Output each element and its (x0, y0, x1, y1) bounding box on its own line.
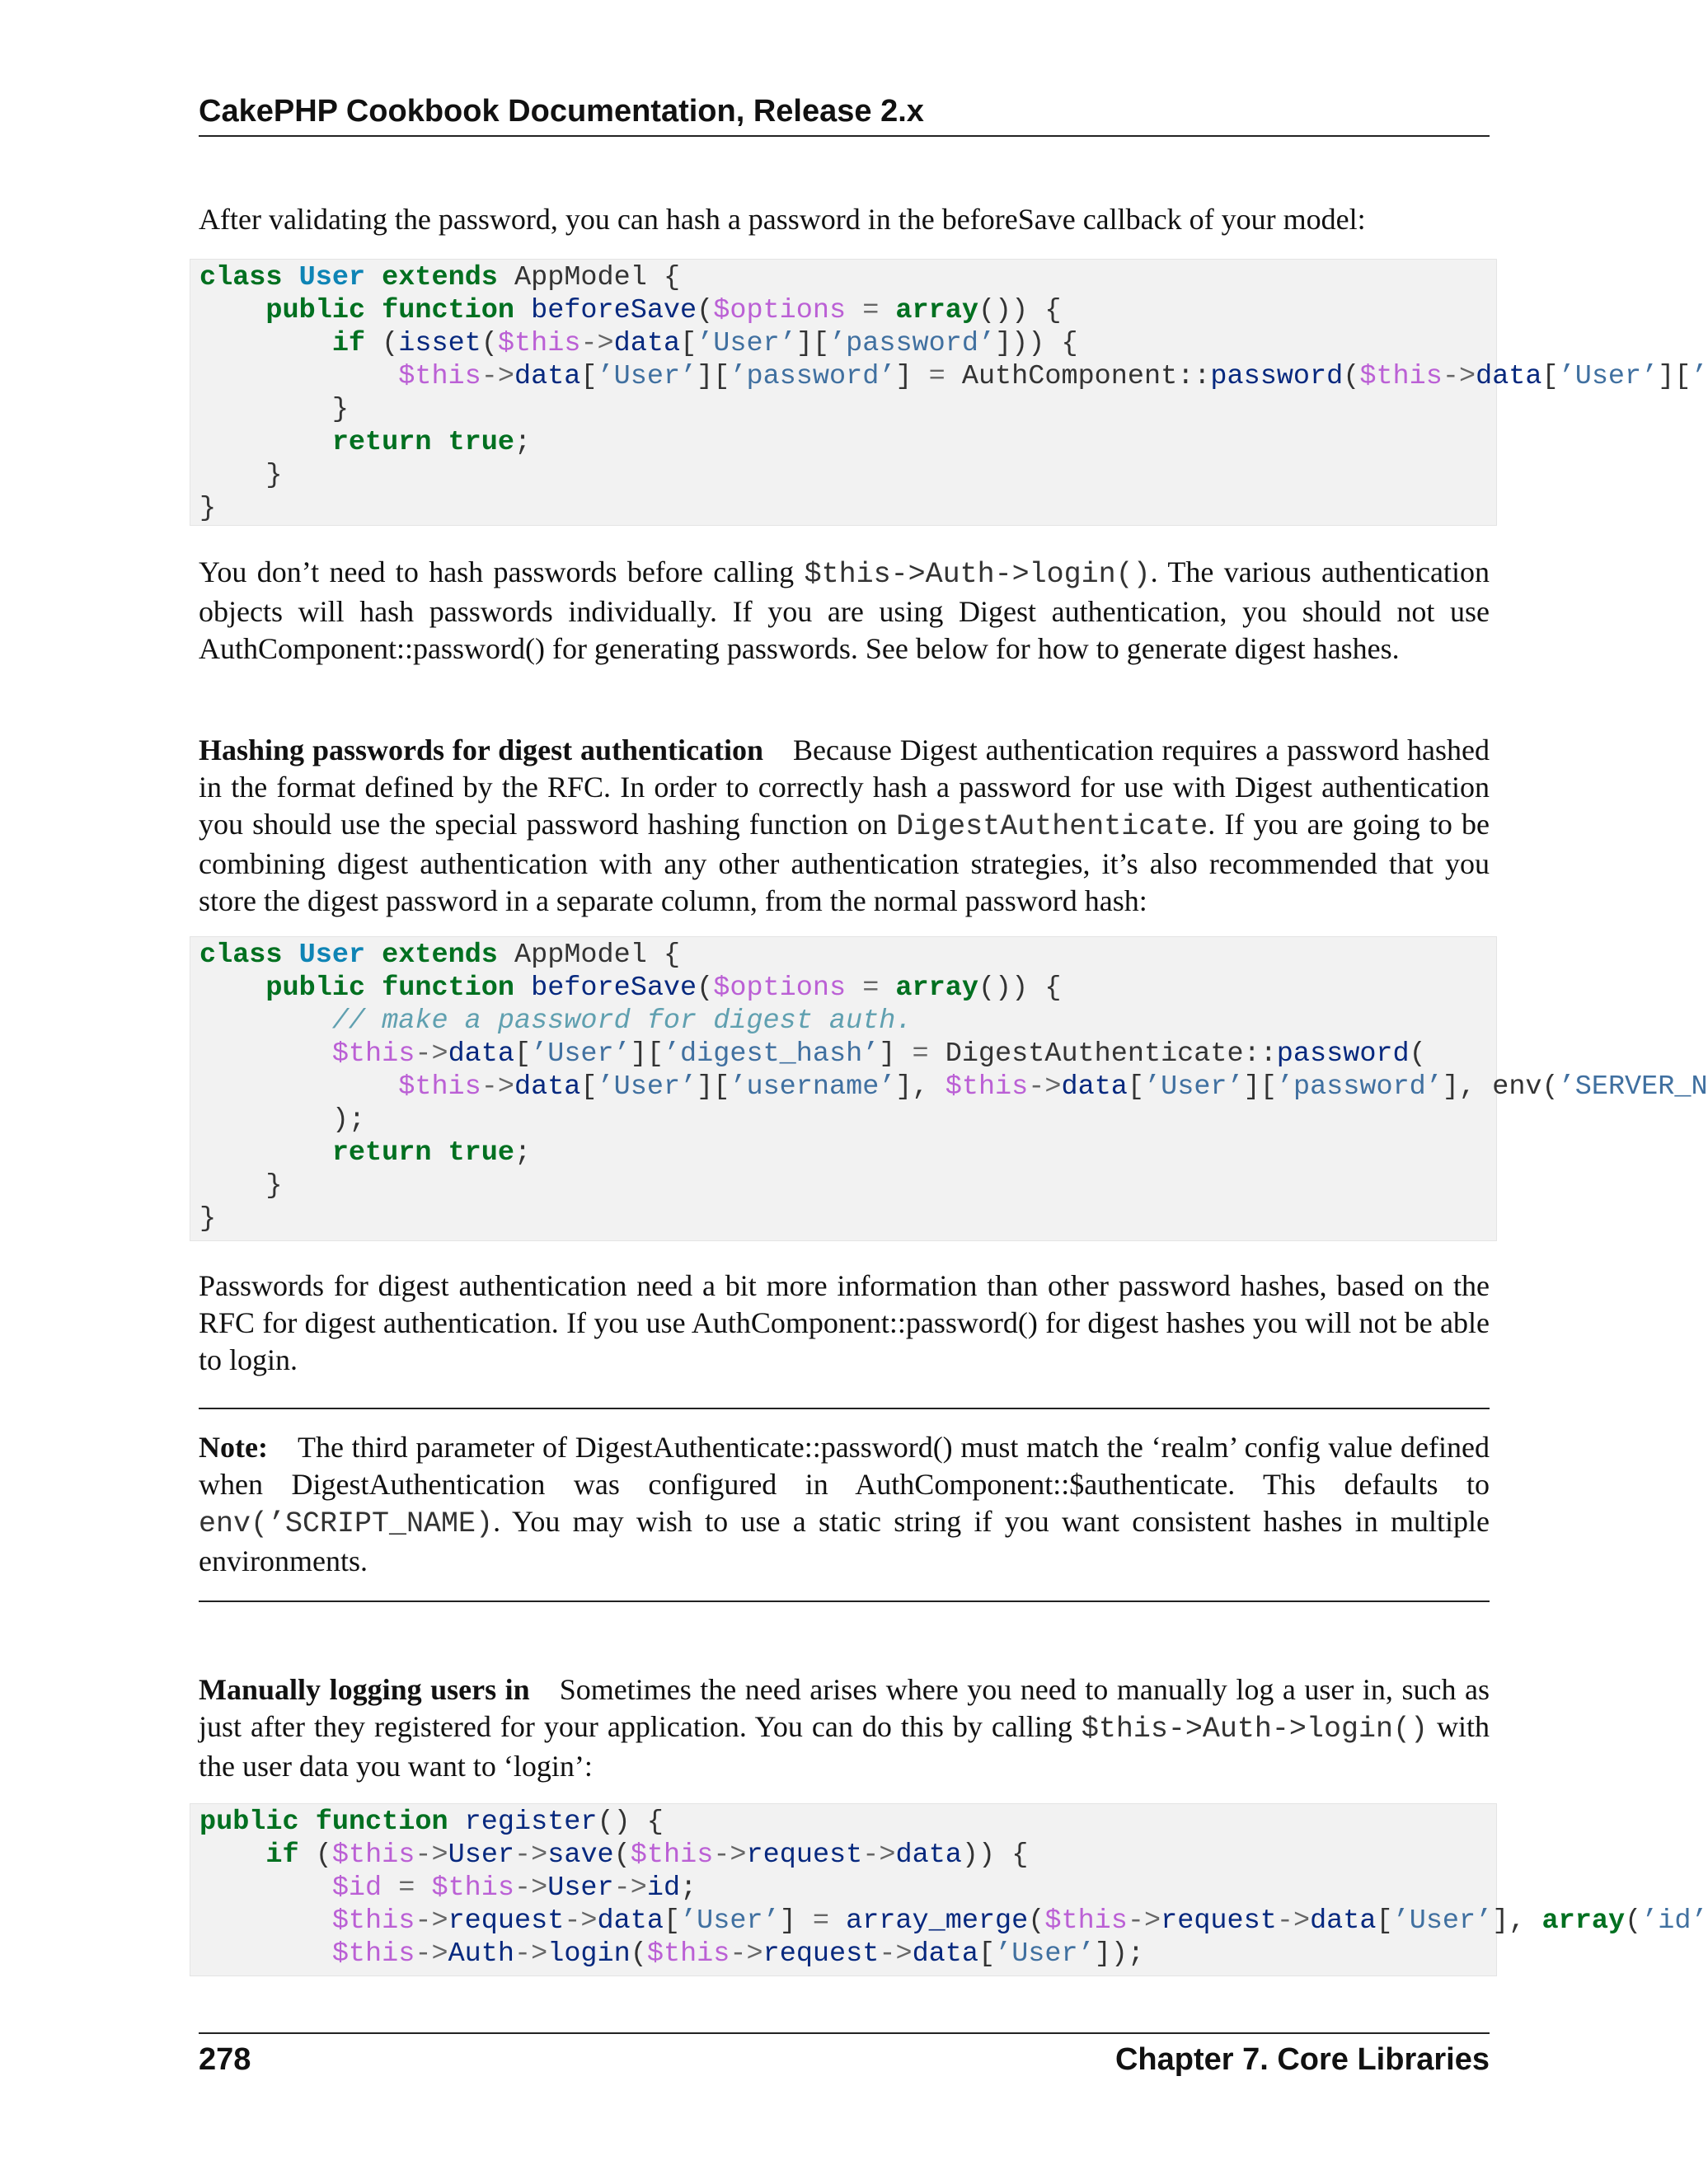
code-token: $this (1044, 1905, 1128, 1937)
code-token: ; (680, 1872, 697, 1904)
code-token: ()) { (978, 295, 1062, 326)
code-token: password (1210, 361, 1344, 392)
code-token: $this (331, 1840, 415, 1871)
code-token: = (912, 1038, 929, 1070)
code-token (514, 972, 531, 1004)
code-token (299, 1807, 316, 1838)
code-token: ’SERVER_N (1558, 1071, 1708, 1103)
code-token: } (199, 460, 283, 491)
code-token: data (613, 328, 681, 359)
code-token (199, 1038, 332, 1070)
code-token: ); (199, 1104, 366, 1136)
code-token: ’ (1691, 361, 1708, 392)
inline-code: $this->Auth->login() (804, 558, 1151, 591)
inline-code: env(’SCRIPT_NAME) (199, 1507, 494, 1540)
code-token: [ (1376, 1905, 1393, 1937)
code-token: $options (713, 295, 847, 326)
code-token: -> (580, 328, 614, 359)
text-segment: You don’t need to hash passwords before calling (199, 555, 805, 588)
code-token: -> (564, 1905, 598, 1937)
code-token: } (199, 1203, 217, 1235)
code-token: $this (331, 1905, 415, 1937)
code-line (199, 1005, 1496, 1038)
code-token (365, 295, 382, 326)
inline-code: DigestAuthenticate (896, 810, 1208, 843)
code-token: ( (697, 295, 714, 326)
code-line (199, 327, 1496, 360)
code-token: ’User’ (995, 1938, 1095, 1970)
code-token: -> (613, 1872, 647, 1904)
code-token (199, 972, 265, 1004)
code-token: password (1276, 1038, 1410, 1070)
code-token: = (812, 1905, 830, 1937)
code-token (199, 1938, 332, 1970)
code-token: data (597, 1905, 664, 1937)
code-token (415, 1872, 431, 1904)
code-token: -> (862, 1840, 896, 1871)
code-token: -> (514, 1840, 548, 1871)
code-token: -> (415, 1038, 448, 1070)
code-token: ( (365, 328, 399, 359)
code-token: -> (1442, 361, 1476, 392)
section-heading-digest: Hashing passwords for digest authentication (199, 733, 763, 766)
code-token: $this (1359, 361, 1443, 392)
code-token: ( (697, 972, 714, 1004)
code-line (199, 939, 1496, 972)
code-token: -> (415, 1938, 448, 1970)
code-token: ; (514, 1137, 532, 1169)
code-line (199, 261, 1496, 294)
code-token: ’User’ (1392, 1905, 1493, 1937)
code-token: ( (1409, 1038, 1426, 1070)
code-token: -> (415, 1905, 448, 1937)
code-token: DigestAuthenticate:: (928, 1038, 1277, 1070)
code-token: $this (497, 328, 581, 359)
code-token: request (762, 1938, 880, 1970)
code-token: public (199, 1807, 299, 1838)
code-token (283, 940, 299, 971)
code-token: extends (382, 262, 498, 293)
code-token: ( (1343, 361, 1360, 392)
code-token (846, 972, 862, 1004)
code-token: ])) { (995, 328, 1078, 359)
code-token: class (199, 262, 283, 293)
code-token: [ (1127, 1071, 1145, 1103)
note-bottom-rule (199, 1601, 1490, 1602)
code-token: ’User’ (1144, 1071, 1244, 1103)
code-token: data (448, 1038, 514, 1070)
code-token: $this (398, 1071, 481, 1103)
code-token: ; (514, 427, 532, 458)
code-token: data (514, 361, 581, 392)
code-token: ( (630, 1938, 647, 1970)
code-token (448, 1807, 465, 1838)
code-token: AuthComponent:: (945, 361, 1211, 392)
code-token: register (464, 1807, 598, 1838)
code-token: AppModel { (497, 940, 681, 971)
code-token: ( (1625, 1905, 1642, 1937)
code-line (199, 1137, 1496, 1169)
code-token: $this (398, 361, 481, 392)
code-token: -> (415, 1840, 448, 1871)
code-line (199, 426, 1496, 459)
code-token (514, 295, 531, 326)
code-token: $this (945, 1071, 1029, 1103)
code-token: $this (431, 1872, 514, 1904)
code-token: -> (514, 1872, 548, 1904)
code-token: request (1161, 1905, 1277, 1937)
code-token: function (382, 295, 514, 326)
code-token: ’password’ (730, 361, 896, 392)
code-token: $this (646, 1938, 730, 1970)
code-token: data (1061, 1071, 1128, 1103)
text-segment: . If you are going to be combining digest authentication with any other authentication strategies, it’s also recommended that you store the digest password in a separate column, from the normal password hash: (199, 808, 1490, 917)
code-token: ][ (697, 1071, 730, 1103)
code-token: ] (879, 1038, 913, 1070)
code-token: ( (481, 328, 498, 359)
code-token: request (746, 1840, 863, 1871)
code-token (431, 1137, 448, 1169)
code-token: public (265, 295, 366, 326)
code-line (199, 972, 1496, 1005)
code-token: [ (580, 361, 598, 392)
code-token (199, 1840, 265, 1871)
code-line (199, 294, 1496, 327)
manual-login-paragraph (199, 1671, 1490, 1785)
code-token (199, 328, 332, 359)
code-token: data (1476, 361, 1542, 392)
code-token: [ (680, 328, 697, 359)
code-token: ’User’ (1558, 361, 1659, 392)
code-token: } (199, 1170, 283, 1202)
code-token: ], (895, 1071, 946, 1103)
code-token: ’User’ (531, 1038, 631, 1070)
code-token: class (199, 940, 283, 971)
code-token: request (448, 1905, 565, 1937)
code-token: ][ (795, 328, 830, 359)
code-token: User (298, 262, 366, 293)
code-token: if (331, 328, 366, 359)
code-token: true (448, 1137, 514, 1169)
code-line (199, 492, 1496, 525)
code-token: ’User’ (697, 328, 796, 359)
code-token (283, 262, 299, 293)
code-block-digest-hash[interactable] (190, 936, 1708, 1241)
code-token: isset (398, 328, 481, 359)
code-token (365, 972, 382, 1004)
code-token: function (382, 972, 514, 1004)
code-line (199, 360, 1708, 393)
code-token: ] (895, 361, 929, 392)
code-token: $options (713, 972, 847, 1004)
code-block-password-hash[interactable] (190, 259, 1708, 526)
section-heading-manual-login: Manually logging users in (199, 1673, 530, 1706)
code-line (199, 1938, 1496, 1971)
code-token: ’password’ (1276, 1071, 1443, 1103)
code-token: array_merge (846, 1905, 1029, 1937)
code-token: array (895, 295, 978, 326)
code-token: public (265, 972, 366, 1004)
code-token: ’password’ (829, 328, 996, 359)
code-line (199, 1905, 1708, 1938)
code-token: ’User’ (597, 1071, 697, 1103)
code-token: User (547, 1872, 614, 1904)
code-token: ’username’ (730, 1071, 896, 1103)
code-token: Auth (448, 1938, 514, 1970)
code-token: return (331, 1137, 432, 1169)
code-token (199, 295, 265, 326)
code-line (199, 1038, 1496, 1071)
auth-login-paragraph (199, 554, 1490, 668)
code-token: function (315, 1807, 448, 1838)
code-token: [ (580, 1071, 598, 1103)
code-line (199, 1872, 1496, 1905)
code-token: login (547, 1938, 631, 1970)
code-token: AppModel { (497, 262, 681, 293)
code-token: $this (331, 1038, 415, 1070)
code-token: ][ (630, 1038, 664, 1070)
code-token: [ (1541, 361, 1559, 392)
code-token: ] (779, 1905, 813, 1937)
code-token: -> (730, 1938, 763, 1970)
code-token: = (398, 1872, 415, 1904)
code-line (199, 393, 1496, 426)
code-token (846, 295, 862, 326)
code-token (365, 940, 382, 971)
code-token: return (331, 427, 432, 458)
code-line (199, 1104, 1496, 1137)
code-token: $this (630, 1840, 714, 1871)
code-line (199, 1202, 1496, 1235)
code-token: array (895, 972, 978, 1004)
code-token: ][ (697, 361, 730, 392)
code-token: = (862, 295, 880, 326)
inline-code: $this->Auth->login() (1081, 1713, 1428, 1746)
code-token (199, 1872, 332, 1904)
code-token: ][ (1658, 361, 1692, 392)
code-token: ( (298, 1840, 332, 1871)
code-token: () { (597, 1807, 664, 1838)
code-token: User (298, 940, 366, 971)
code-token (431, 427, 448, 458)
code-token: = (928, 361, 946, 392)
code-token: -> (481, 361, 514, 392)
code-token: } (199, 394, 349, 425)
code-token: beforeSave (531, 295, 697, 326)
code-token: ( (1028, 1905, 1045, 1937)
code-token: [ (978, 1938, 996, 1970)
code-token: // make a password for digest auth. (331, 1005, 913, 1037)
page-footer (199, 2032, 1490, 2083)
code-token: beforeSave (531, 972, 697, 1004)
code-line (199, 459, 1496, 492)
code-token: )) { (961, 1840, 1029, 1871)
code-token: id (646, 1872, 681, 1904)
code-token: -> (1127, 1905, 1161, 1937)
code-token: ], (1492, 1905, 1542, 1937)
text-segment: with the user data you want to ‘login’: (199, 1710, 1490, 1783)
text-segment: . The various authentication objects will hash passwords individually. If you are using Digest authentication, you should not use AuthComponent::password() for generating passwords. See below for how to generate digest hashes. (199, 555, 1490, 665)
code-token: -> (1276, 1905, 1311, 1937)
code-token: data (514, 1071, 581, 1103)
code-token (382, 1872, 398, 1904)
code-token: array (1541, 1905, 1626, 1937)
code-token: save (547, 1840, 614, 1871)
code-token (199, 1005, 332, 1037)
code-token: ( (613, 1840, 631, 1871)
code-token: data (912, 1938, 978, 1970)
code-token (199, 1905, 332, 1937)
code-token: if (265, 1840, 299, 1871)
note-paragraph (199, 1429, 1490, 1580)
code-token: ][ (1243, 1071, 1277, 1103)
text-segment: Sometimes the need arises where you need to manually log a user in, such as just after they registered for your application. You can do this by calling (199, 1673, 1490, 1743)
text-segment: The third parameter of DigestAuthenticate::password() must match the ‘realm’ config value defined when DigestAuthentication was configured in AuthComponent::$authenticate. This defaults to (199, 1431, 1490, 1501)
code-token: true (448, 427, 514, 458)
code-token: -> (879, 1938, 913, 1970)
code-token: -> (1028, 1071, 1062, 1103)
code-token (199, 361, 398, 392)
note-top-rule (199, 1408, 1490, 1409)
note-label: Note: (199, 1431, 268, 1464)
code-block-register[interactable] (190, 1803, 1708, 1976)
code-token: ]); (1094, 1938, 1145, 1970)
code-token: } (199, 493, 217, 524)
code-token (365, 262, 382, 293)
page-number: 278 (199, 2042, 251, 2077)
code-token: ()) { (978, 972, 1062, 1004)
digest-section-paragraph (199, 732, 1490, 920)
code-line (199, 1169, 1496, 1202)
code-line (199, 1839, 1496, 1872)
running-header-title: CakePHP Cookbook Documentation, Release 2.x (199, 94, 924, 129)
code-token (199, 427, 332, 458)
code-token (199, 1071, 398, 1103)
code-token: -> (713, 1840, 747, 1871)
code-token (879, 972, 895, 1004)
code-token: = (862, 972, 880, 1004)
code-token: ’id’ (1641, 1905, 1708, 1937)
code-token: -> (481, 1071, 514, 1103)
code-token: ’User’ (680, 1905, 780, 1937)
text-segment: Because Digest authentication requires a password hashed in the format defined by the RFC. In order to correctly hash a password for use with Digest authentication you should use the special password hashing function on (199, 733, 1490, 841)
chapter-title: Chapter 7. Core Libraries (1114, 2042, 1490, 2077)
code-token: [ (514, 1038, 532, 1070)
code-token: data (1310, 1905, 1377, 1937)
code-token (879, 295, 895, 326)
code-token: User (448, 1840, 515, 1871)
code-token (829, 1905, 846, 1937)
code-token: -> (514, 1938, 548, 1970)
code-line (199, 1806, 1496, 1839)
code-token: ’User’ (597, 361, 697, 392)
code-token: data (895, 1840, 962, 1871)
page-header (199, 92, 1490, 137)
code-token: [ (663, 1905, 681, 1937)
code-token: extends (382, 940, 498, 971)
code-token: $id (331, 1872, 382, 1904)
intro-paragraph: After validating the password, you can hash a password in the beforeSave callback of your model: (199, 203, 1366, 236)
code-token (199, 1137, 332, 1169)
text-segment: . You may wish to use a static string if you want consistent hashes in multiple environments. (199, 1505, 1490, 1577)
code-line (199, 1071, 1708, 1104)
code-token: ’digest_hash’ (663, 1038, 880, 1070)
digest-info-paragraph: Passwords for digest authentication need a bit more information than other password hashes, based on the RFC for digest authentication. If you use AuthComponent::password() for digest hashes you will not be able to login. (199, 1269, 1490, 1376)
code-token: $this (331, 1938, 415, 1970)
code-token: ], env( (1442, 1071, 1559, 1103)
